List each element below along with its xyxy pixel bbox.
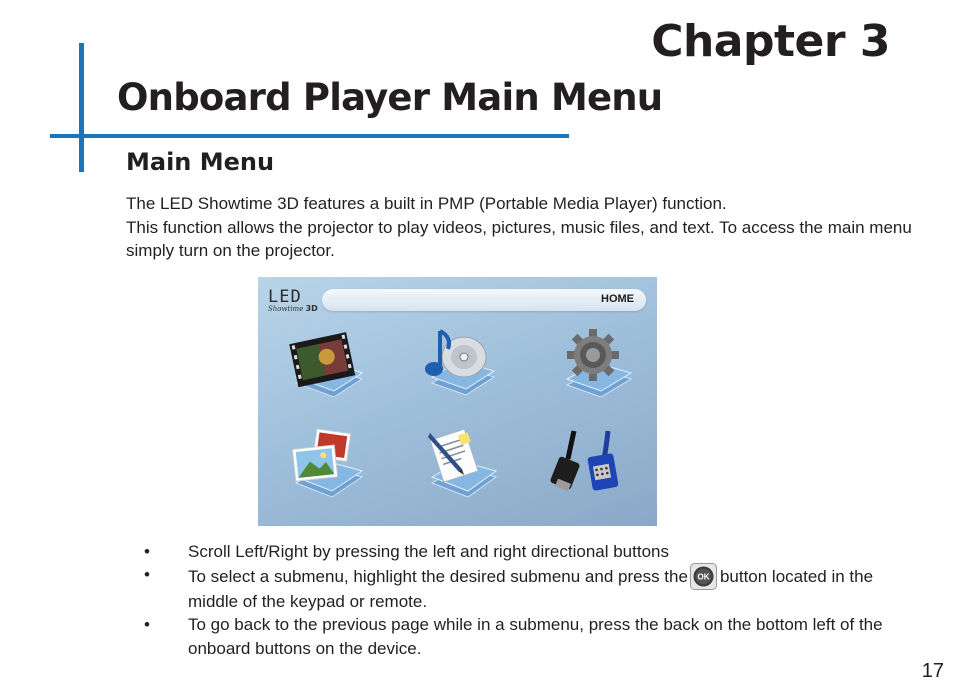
chapter-label: Chapter 3 [651,16,890,67]
list-item [139,613,919,659]
main-menu-screenshot [258,277,657,526]
logo-script-text: Showtime [268,305,304,313]
bullet-marker: • [144,565,150,585]
bullet-marker: • [144,615,150,635]
settings-gear-icon[interactable] [555,325,635,405]
list-item-text: button located in the middle of the keypad or remote. [188,567,874,612]
page-number: 17 [921,660,944,682]
music-icon[interactable] [418,323,498,403]
led-showtime-logo [268,288,324,316]
intro-text [126,192,916,263]
page-title: Onboard Player Main Menu [117,76,663,119]
home-label: HOME [601,293,634,305]
section-title: Main Menu [126,148,275,176]
list-item-text: Scroll Left/Right by pressing the left and right directional buttons [188,542,669,561]
photos-icon[interactable] [286,425,366,505]
home-bar [322,289,646,311]
intro-paragraph: This function allows the projector to play videos, pictures, music files, and text. To access the main menu simply turn on the projector. [126,217,912,260]
film-icon[interactable] [286,327,366,407]
list-item [139,563,919,613]
ok-button-icon [690,563,717,590]
list-item-text: To go back to the previous page while in a submenu, press the back on the bottom left of the onboard buttons on the device. [188,615,883,658]
accent-vertical-bar [79,43,84,172]
logo-subtitle [268,304,318,313]
instruction-list [139,540,919,660]
text-document-icon[interactable] [420,425,500,505]
ok-button-label: OK [697,572,710,582]
list-item-text: To select a submenu, highlight the desired submenu and press the [188,567,688,587]
bullet-marker: • [144,542,150,561]
intro-paragraph: The LED Showtime 3D features a built in PMP (Portable Media Player) function. [126,194,727,213]
list-item [139,540,919,563]
cable-input-icon[interactable] [548,429,628,509]
logo-3d-text: 3D [305,304,318,313]
accent-horizontal-bar [50,134,569,138]
logo-led-text: LED [268,287,302,307]
